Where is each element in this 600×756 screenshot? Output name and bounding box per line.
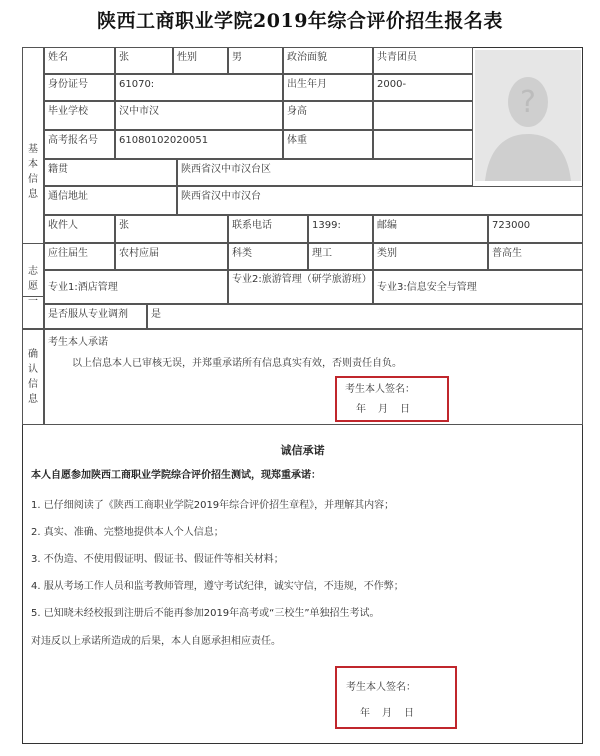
name-value[interactable]: 张 — [115, 47, 173, 74]
phone-label: 联系电话 — [228, 215, 308, 243]
subject-label: 科类 — [228, 243, 308, 270]
exam-no-value[interactable]: 61080102020051 — [115, 130, 283, 159]
origin-label: 籍贯 — [44, 159, 177, 186]
school-value[interactable]: 汉中市汉 — [115, 101, 283, 130]
section-label-confirm: 确认信息 — [22, 329, 44, 425]
major-2[interactable]: 专业2:旅游管理（研学旅游班） — [228, 270, 373, 304]
pledge-item-2: 2. 真实、准确、完整地提供本人个人信息； — [31, 527, 224, 538]
id-label: 身份证号 — [44, 74, 115, 101]
pledge-item-5: 5. 已知晓未经校报到注册后不能再参加2019年高考或“三校生”单独招生考试。 — [31, 608, 380, 619]
receiver-label: 收件人 — [44, 215, 115, 243]
politics-value[interactable]: 共青团员 — [373, 47, 473, 74]
height-value[interactable] — [373, 101, 473, 130]
postcode-label: 邮编 — [373, 215, 488, 243]
category-value[interactable]: 普高生 — [488, 243, 583, 270]
origin-value[interactable]: 陕西省汉中市汉台区 — [177, 159, 473, 186]
form-title: 陕西工商职业学院2019年综合评价招生报名表 — [97, 10, 503, 32]
section-label-basic: 基本信息 — [22, 47, 44, 297]
address-label: 通信地址 — [44, 186, 177, 215]
postcode-value[interactable]: 723000 — [488, 215, 583, 243]
pledge-item-4: 4. 服从考场工作人员和监考教师管理，遵守考试纪律，诚实守信，不违规，不作弊； — [31, 581, 404, 592]
pledge-closing: 对违反以上承诺所造成的后果，本人自愿承担相应责任。 — [31, 636, 281, 647]
confirm-heading: 考生本人承诺 — [48, 337, 108, 348]
confirm-sign-label: 考生本人签名： — [345, 384, 415, 395]
avatar-placeholder-icon — [475, 50, 581, 181]
school-label: 毕业学校 — [44, 101, 115, 130]
address-value[interactable]: 陕西省汉中市汉台 — [177, 186, 583, 215]
confirm-statement: 以上信息本人已审核无误，并郑重承诺所有信息真实有效，否则责任自负。 — [72, 358, 402, 369]
pledge-item-1: 1. 已仔细阅读了《陕西工商职业学院2019年综合评价招生章程》，并理解其内容； — [31, 500, 395, 511]
name-label: 姓名 — [44, 47, 115, 74]
birth-label: 出生年月 — [283, 74, 373, 101]
subject-value[interactable]: 理工 — [308, 243, 373, 270]
gender-label: 性别 — [173, 47, 228, 74]
grad-type-label: 应往届生 — [44, 243, 115, 270]
gender-value[interactable]: 男 — [228, 47, 283, 74]
confirm-area — [44, 329, 583, 425]
politics-label: 政治面貌 — [283, 47, 373, 74]
pledge-intro: 本人自愿参加陕西工商职业学院综合评价招生测试，现郑重承诺： — [31, 470, 321, 481]
pledge-title: 诚信承诺 — [280, 444, 325, 457]
grad-type-value[interactable]: 农村应届 — [115, 243, 228, 270]
applicant-photo — [475, 50, 581, 181]
section-label-wish: 志愿一 — [22, 243, 44, 329]
id-value[interactable]: 61070: — [115, 74, 283, 101]
height-label: 身高 — [283, 101, 373, 130]
exam-no-label: 高考报名号 — [44, 130, 115, 159]
pledge-item-3: 3. 不伪造、不使用假证明、假证书、假证件等相关材料； — [31, 554, 284, 565]
receiver-value[interactable]: 张 — [115, 215, 228, 243]
svg-text:?: ? — [520, 85, 536, 120]
category-label: 类别 — [373, 243, 488, 270]
adjust-label: 是否服从专业调剂 — [44, 304, 147, 329]
pledge-date-label: 年 月 日 — [360, 708, 415, 719]
major-3[interactable]: 专业3:信息安全与管理 — [373, 270, 583, 304]
weight-value[interactable] — [373, 130, 473, 159]
pledge-sign-label: 考生本人签名： — [346, 682, 416, 693]
weight-label: 体重 — [283, 130, 373, 159]
confirm-date-label: 年 月 日 — [356, 404, 411, 415]
adjust-value[interactable]: 是 — [147, 304, 583, 329]
phone-value[interactable]: 1399: — [308, 215, 373, 243]
major-1[interactable]: 专业1:酒店管理 — [44, 270, 228, 304]
birth-value[interactable]: 2000- — [373, 74, 473, 101]
